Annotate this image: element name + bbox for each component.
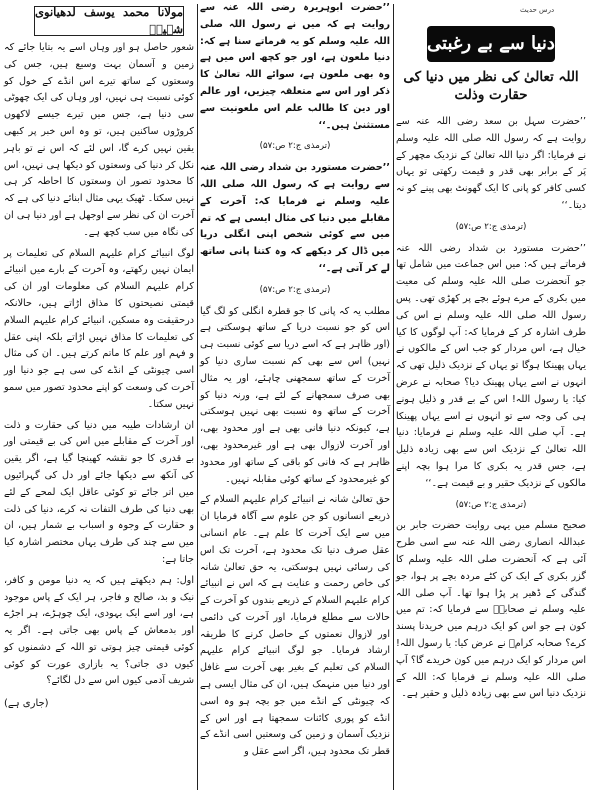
hadith-paragraph: ’’حضرت مستورد بن شداد رضی اللہ عنہ فرماتے ہیں کہ: میں اس جماعت میں شامل تھا جو آنحضرت صلی اللہ علیہ وسلم کی معیت میں بکری کے مرے ہوئے بچے پر کھڑی تھی۔ پس رسول اللہ صلی اللہ علیہ وسلم نے اس کی طرف اشارہ کر کے فرمایا کہ: آپ لوگوں کا کیا خیال ہے، اس مردار کو جب اس کے مالکوں نے یہاں پھینکا ہوگا تو یہاں کے نزدیک ذلیل تھی کہ انہوں نے اسے یہاں پھینک دیا؟ صحابہ نے عرض کیا: یا رسول اللہ! اس کے بے قدر و ذلیل ہونے ہی کی وجہ سے تو انہوں نے اسے یہاں پھینکا ہے۔ آپ صلی اللہ علیہ وسلم نے فرمایا: دنیا اللہ تعالیٰ کے نزدیک اس سے بھی زیادہ ذلیل ہے، جس قدر یہ بکری کا مرا ہوا بچہ اپنے مالکوں کے نزدیک حقیر و بے قیمت ہے۔‘‘ <box>396 242 586 489</box>
body-paragraph: اول: ہم دیکھتے ہیں کہ یہ دنیا مومن و کافر، نیک و بد، صالح و فاجر، ہر ایک کے پاس موجود ہے، اور اسے ایک یہودی، ایک چوہڑے، ہر اجڑے اور بدمعاش کے پاس بھی جاتی ہے۔ اگر یہ کوئی قیمتی چیز ہوتی تو اللہ کے دشمنوں کو کیوں دی جاتی؟ یہ بازاری عورت کو کوئی شریف آدمی کیوں اس سے دل لگائے؟ <box>4 574 194 687</box>
left-column <box>4 0 194 713</box>
body-paragraph: مطلب یہ کہ پانی کا جو قطرہ انگلی کو لگ گیا اس کو جو نسبت دریا کے ساتھ ہوسکتی ہے (اور ظاہر ہے کہ اسے دریا سے کوئی نسبت ہی نہیں) اس سے بھی کم نسبت ساری دنیا کو آخرت کے ساتھ سمجھنی چاہئے، اور یہ مثال بھی صرف سمجھانے کے لئے ہے، ورنہ دنیا کو آخرت کے ساتھ وہ نسبت بھی نہیں ہوسکتی ہے، کیونکہ دنیا فانی بھی ہے اور محدود بھی، اور آخرت لازوال بھی ہے اور غیرمحدود بھی، ظاہر ہے کہ فانی کو باقی کے ساتھ اور محدود کو غیرمحدود کے ساتھ کوئی مقابلہ نہیں۔ <box>200 305 390 485</box>
article-title: دنیا سے بے رغبتی <box>427 26 555 62</box>
hadith-paragraph: ’’حضرت ابوہریرہ رضی اللہ عنہ سے روایت ہے کہ میں نے رسول اللہ صلی اللہ علیہ وسلم کو یہ فرماتے سنا ہے کہ: دنیا ملعون ہے، اور جو کچھ اس میں ہے وہ بھی ملعون ہے، سوائے اللہ تعالیٰ کا ذکر اور اس سے متعلقہ چیزیں، اور عالم اور دین کا طالب علم اس ملعونیت سے مستثنیٰ ہیں۔‘‘ <box>200 2 390 131</box>
hadith-reference: (ترمذی ج:۲ ص:۵۷) <box>455 221 527 232</box>
body-paragraph: حق تعالیٰ شانہ نے انبیائے کرام علیہم السلام کے ذریعے انسانوں کو جن علوم سے آگاہ فرمایا ان میں سے ایک آخرت کا علم ہے۔ عام انسانی عقل صرف دنیا تک محدود ہے، آخرت تک اس کی رسائی نہیں ہوسکتی، یہ حق تعالیٰ شانہ کی خاص رحمت و عنایت ہے کہ اس نے انبیائے کرام علیہم السلام کے ذریعے بندوں کو آخرت کے حالات سے مطلع فرمایا، اور آخرت کی دائمی اور لازوال نعمتوں کے حاصل کرنے کا طریقہ ارشاد فرمایا۔ جو لوگ انبیائے کرام علیہم السلام کی تعلیم کے بغیر بھی آخرت سے غافل اور دنیا میں منہمک ہیں، ان کی مثال ایسی ہے کہ چیونٹی کے انڈے میں جو بچہ ہو وہ اسی انڈے کو پوری کائنات سمجھتا ہے اور اس کے نزدیک آسمان و زمین کی وسعتیں اسی انڈے کے قطر تک محدود ہیں، اگر اسے عقل و <box>200 494 390 758</box>
continued-note: (جاری ہے) <box>4 698 49 710</box>
hadith-reference: (ترمذی ج:۲ ص:۵۷) <box>455 499 527 510</box>
author-byline: مولانا محمد یوسف لدھیانوی شہیدؒ <box>35 5 183 36</box>
hadith-paragraph: ’’حضرت سہل بن سعد رضی اللہ عنہ سے روایت ہے کہ رسول اللہ صلی اللہ علیہ وسلم نے فرمایا: اگر دنیا اللہ تعالیٰ کے نزدیک مچھر کے پَر کے برابر بھی قدر و قیمت رکھتی تو یہاں کسی کافر کو پانی کا ایک گھونٹ بھی پینے کو نہ دیتا۔‘‘ <box>396 116 586 211</box>
body-paragraph: ان ارشادات طیبہ میں دنیا کی حقارت و ذلت اور آخرت کے مقابلے میں اس کی بے قیمتی اور بے قدری کا جو نقشہ کھینچا گیا ہے، اگر یقین کی آنکھ سے دیکھا جائے اور دل کی گہرائیوں میں اتر جائے تو کوئی عاقل ایک لمحے کے لئے بھی دنیا کی طرف التفات نہ کرے، دنیا کی ذلت و حقارت کے وجوہ و اسباب بے شمار ہیں، ان میں سے چند کی طرف یہاں مختصر اشارہ کیا جاتا ہے: <box>4 419 194 565</box>
hadith-reference: (ترمذی ج:۲ ص:۵۷) <box>259 141 331 152</box>
section-label: درس حدیث <box>520 6 555 14</box>
body-paragraph: لوگ انبیائے کرام علیہم السلام کی تعلیمات پر ایمان نہیں رکھتے، وہ آخرت کے بارے میں انبیائے کرام علیہم السلام کی معلومات اور ان کی قیمتی نصیحتوں کا مذاق اڑاتے ہیں، حالانکہ درحقیقت وہ مسکین، انبیائے کرام علیہم السلام کی تعلیمات کا مذاق نہیں اڑاتے بلکہ اپنی عقل و فہم اور علم کا ماتم کرتے ہیں۔ ان کی مثال اسی چیونٹی کے انڈے کی سی ہے جو دنیا اور آخرت کی وسعت کو اپنے محدود تصور میں سمو نہیں سکتا۔ <box>4 247 194 410</box>
article-subtitle: اللہ تعالیٰ کی نظر میں دنیا کی حقارت وذلت <box>403 69 579 103</box>
right-column <box>396 0 586 707</box>
body-paragraph: صحیح مسلم میں یہی روایت حضرت جابر بن عبداللہ انصاری رضی اللہ عنہ سے اسی طرح آئی ہے کہ آنحضرت صلی اللہ علیہ وسلم کا گزر بکری کے ایک کن کٹے مردہ بچے پر ہوا، جو گندگی کے ڈھیر پر پڑا ہوا تھا۔ آپ صلی اللہ علیہ وسلم نے صحابہؓ سے فرمایا کہ: تم میں کون ہے جو اس کو ایک درہم میں خریدنا پسند کرے؟ صحابہ کرامؓ نے عرض کیا: یا رسول اللہ! اس مردار کو ایک درہم میں کون خریدے گا؟ آپ صلی اللہ علیہ وسلم نے فرمایا کہ: اللہ کے نزدیک دنیا اس سے بھی زیادہ ذلیل و حقیر ہے۔ <box>396 520 586 700</box>
body-paragraph: شعور حاصل ہو اور وہاں اسے یہ بتایا جائے کہ زمین و آسمان بہت وسیع ہیں، جس کی وسعتوں کے ساتھ تیرے اس انڈے کے خول کو کوئی نسبت ہی نہیں، اور وہاں کی ایک چھوٹی سی دنیا ہے، جس میں تیرے جیسے لاکھوں کروڑوں ساکنین ہیں، تو وہ اس خبر پر کبھی یقین نہیں کرے گا، اس لئے کہ اس نے تو باہر نکل کر دنیا کی وسعتوں کو دیکھا ہی نہیں، اس کا محدود تصور ان وسعتوں کا احاطہ کر ہی نہیں سکتا۔ ٹھیک یہی مثال ابنائے دنیا کی ہے کہ آخرت ان کی نظر سے اوجھل ہے اور دنیا ہی ان کی نگاہ میں سب کچھ ہے۔ <box>4 42 194 238</box>
middle-column <box>200 0 390 765</box>
hadith-reference: (ترمذی ج:۲ ص:۵۷) <box>259 284 331 295</box>
column-divider <box>197 4 198 790</box>
column-divider <box>393 4 394 790</box>
hadith-paragraph: ’’حضرت مستورد بن شداد رضی اللہ عنہ سے روایت ہے کہ رسول اللہ صلی اللہ علیہ وسلم نے فرمایا کہ: آخرت کے مقابلے میں دنیا کی مثال ایسی ہے کہ تم میں سے کوئی شخص اپنی انگلی دریا میں ڈال کر دیکھے کہ وہ کتنا پانی ساتھ لے کر آتی ہے۔‘‘ <box>200 162 390 274</box>
